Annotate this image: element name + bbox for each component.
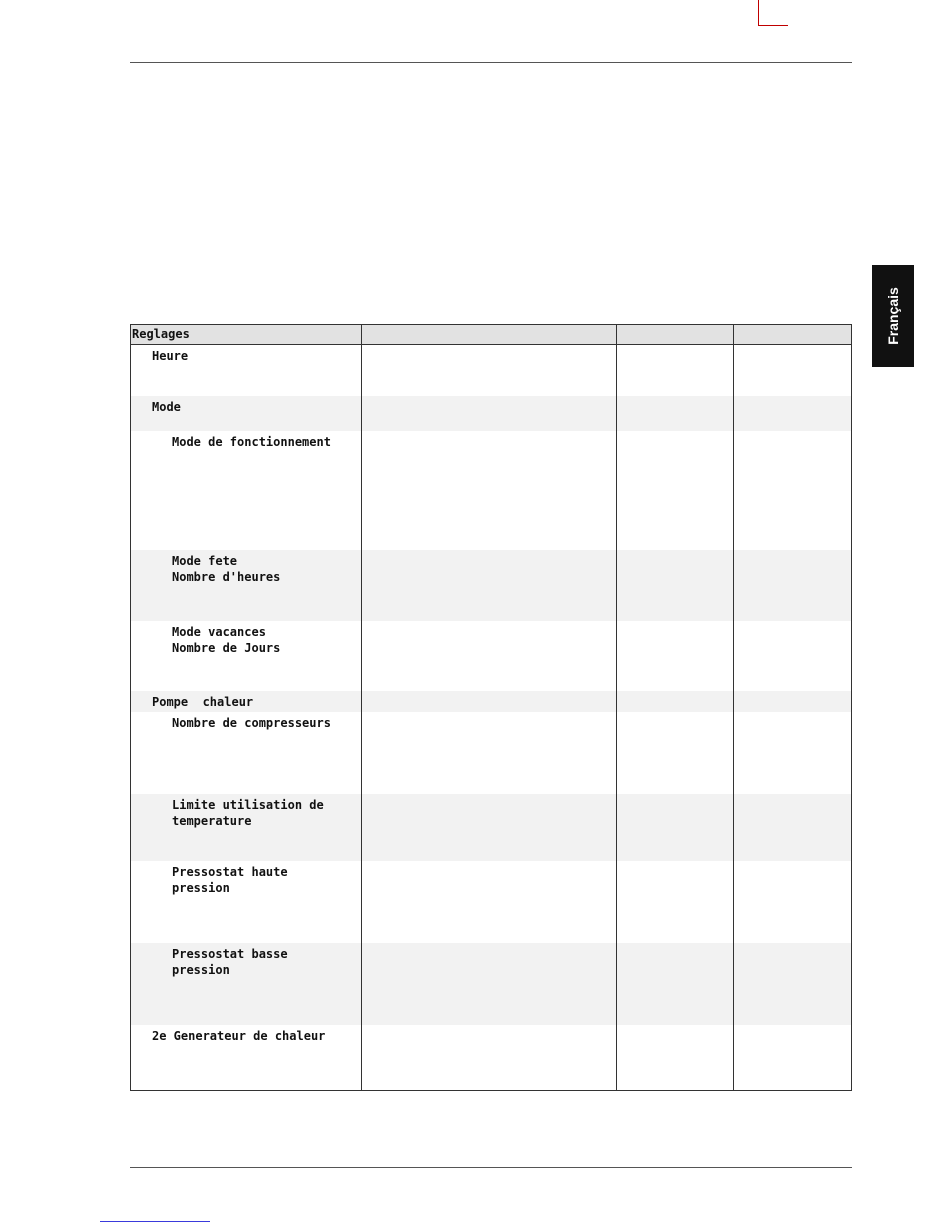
header-cell-settings bbox=[131, 325, 362, 345]
table-row bbox=[131, 345, 852, 396]
setting-label: Pompe chaleur bbox=[152, 694, 254, 709]
setting-label-cell bbox=[131, 861, 362, 943]
setting-label-cell bbox=[131, 396, 362, 431]
table-row bbox=[131, 431, 852, 550]
header-label: Reglages bbox=[132, 327, 190, 341]
setting-label-cell bbox=[131, 1025, 362, 1091]
setting-label: Mode de fonctionnement bbox=[172, 434, 331, 449]
header-rule bbox=[130, 62, 852, 63]
header-cell-2 bbox=[361, 325, 617, 345]
setting-label-cell bbox=[131, 345, 362, 396]
header-cell-3 bbox=[617, 325, 734, 345]
table-row bbox=[131, 1025, 852, 1091]
table-row bbox=[131, 396, 852, 431]
footer-rule bbox=[130, 1167, 852, 1168]
setting-label: Mode bbox=[152, 399, 181, 414]
crop-mark-horizontal bbox=[758, 25, 788, 26]
table-row bbox=[131, 691, 852, 712]
settings-table bbox=[130, 324, 852, 1091]
setting-label-cell bbox=[131, 691, 362, 712]
table-header-row bbox=[131, 325, 852, 345]
setting-label: Pressostat haute pression bbox=[172, 864, 288, 895]
table-row bbox=[131, 712, 852, 794]
setting-label: Pressostat basse pression bbox=[172, 946, 288, 977]
crop-mark-vertical bbox=[758, 0, 759, 25]
setting-label-cell bbox=[131, 621, 362, 691]
setting-label-cell bbox=[131, 712, 362, 794]
setting-label-cell bbox=[131, 794, 362, 861]
setting-label: 2e Generateur de chaleur bbox=[152, 1028, 326, 1043]
language-tab-label: Français bbox=[885, 287, 901, 345]
setting-label: Limite utilisation de temperature bbox=[172, 797, 324, 828]
setting-label: Mode fete Nombre d'heures bbox=[172, 553, 281, 584]
header-cell-4 bbox=[734, 325, 852, 345]
setting-label: Nombre de compresseurs bbox=[172, 715, 331, 730]
table-row bbox=[131, 861, 852, 943]
setting-label-cell bbox=[131, 550, 362, 621]
table-row bbox=[131, 794, 852, 861]
table-row bbox=[131, 550, 852, 621]
setting-label-cell bbox=[131, 943, 362, 1025]
setting-label: Heure bbox=[152, 349, 189, 363]
setting-label-cell bbox=[131, 431, 362, 550]
table-row bbox=[131, 621, 852, 691]
language-tab bbox=[872, 265, 914, 367]
bottom-link-underline bbox=[100, 1221, 210, 1222]
setting-label: Mode vacances Nombre de Jours bbox=[172, 624, 281, 655]
table-row bbox=[131, 943, 852, 1025]
